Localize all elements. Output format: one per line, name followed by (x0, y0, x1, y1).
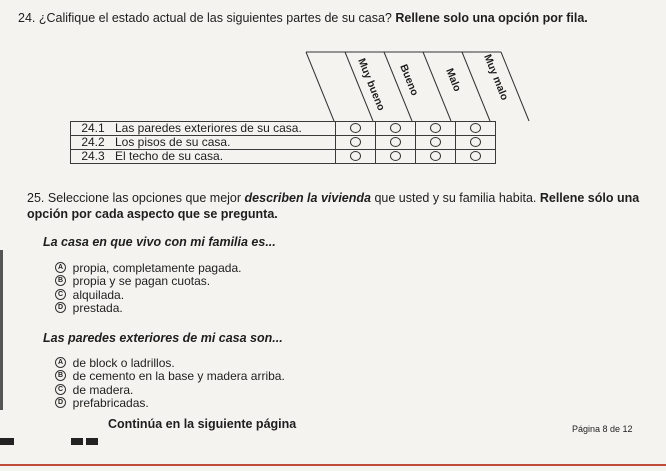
timing-mark (71, 438, 83, 445)
option-text: prefabricadas. (72, 396, 149, 410)
group-title: La casa en que vivo con mi familia es... (43, 235, 276, 249)
option-text: prestada. (72, 301, 123, 315)
option-bubble-c[interactable]: C (55, 384, 66, 395)
group-title: Las paredes exteriores de mi casa son... (43, 331, 283, 345)
table-row (71, 150, 496, 164)
column-headers (0, 0, 666, 125)
answer-bubble[interactable] (430, 123, 441, 133)
option-d[interactable] (55, 396, 149, 410)
answer-bubble[interactable] (390, 123, 401, 133)
question-25-instruction: Rellene sólo una opción por cada aspecto que se pregunta. (27, 191, 640, 221)
option-a[interactable] (55, 356, 175, 370)
rating-table (70, 121, 496, 164)
left-margin-marks (0, 250, 3, 410)
question-25-text-b: que usted y su familia habita. (374, 191, 537, 205)
option-bubble-a[interactable]: A (55, 357, 66, 368)
option-bubble-c[interactable]: C (55, 289, 66, 300)
question-24-text: ¿Califique el estado actual de las siguientes partes de su casa? (38, 11, 392, 25)
option-text: alquilada. (72, 288, 125, 302)
answer-bubble[interactable] (350, 151, 361, 161)
timing-mark (86, 438, 98, 445)
option-text: propia y se pagan cuotas. (72, 274, 211, 288)
row-number: 24.3 (81, 149, 105, 163)
table-row (71, 122, 496, 136)
option-bubble-a[interactable]: A (55, 262, 66, 273)
option-text: propia, completamente pagada. (72, 261, 242, 275)
table-row (71, 136, 496, 150)
row-number: 24.2 (81, 135, 105, 149)
option-b[interactable] (55, 369, 285, 383)
page-number: Página 8 de 12 (572, 424, 633, 434)
answer-bubble[interactable] (470, 123, 481, 133)
option-text: de madera. (72, 383, 134, 397)
answer-bubble[interactable] (390, 137, 401, 147)
option-text: de cemento en la base y madera arriba. (72, 369, 285, 383)
option-a[interactable] (55, 261, 241, 275)
row-label: El techo de su casa. (115, 149, 224, 163)
option-b[interactable] (55, 274, 210, 288)
option-bubble-d[interactable]: D (55, 302, 66, 313)
option-bubble-b[interactable]: B (55, 370, 66, 381)
column-header-muy-malo: Muy malo (481, 52, 511, 103)
row-label: Los pisos de su casa. (115, 135, 231, 149)
option-c[interactable] (55, 383, 133, 397)
question-25-title (27, 190, 647, 222)
option-text: de block o ladrillos. (72, 356, 175, 370)
column-header-bueno: Bueno (397, 62, 421, 98)
answer-bubble[interactable] (430, 151, 441, 161)
answer-bubble[interactable] (350, 137, 361, 147)
column-header-malo: Malo (443, 66, 464, 94)
timing-mark (0, 438, 14, 445)
question-25-number: 25. (27, 191, 45, 205)
option-d[interactable] (55, 301, 123, 315)
row-label: Las paredes exteriores de su casa. (115, 121, 302, 135)
page-edge-line (0, 464, 666, 466)
question-24-instruction: Rellene solo una opción por fila. (395, 11, 588, 25)
option-c[interactable] (55, 288, 124, 302)
answer-bubble[interactable] (390, 151, 401, 161)
option-bubble-b[interactable]: B (55, 275, 66, 286)
answer-bubble[interactable] (470, 151, 481, 161)
row-number: 24.1 (81, 121, 105, 135)
question-25-text-emphasis: describen la vivienda (244, 191, 371, 205)
column-header-muy-bueno: Muy bueno (355, 56, 388, 113)
answer-bubble[interactable] (350, 123, 361, 133)
option-bubble-d[interactable]: D (55, 397, 66, 408)
answer-bubble[interactable] (430, 137, 441, 147)
continue-label: Continúa en la siguiente página (108, 417, 297, 431)
question-25-text-a: Seleccione las opciones que mejor (47, 191, 242, 205)
answer-bubble[interactable] (470, 137, 481, 147)
question-24-number: 24. (18, 11, 36, 25)
